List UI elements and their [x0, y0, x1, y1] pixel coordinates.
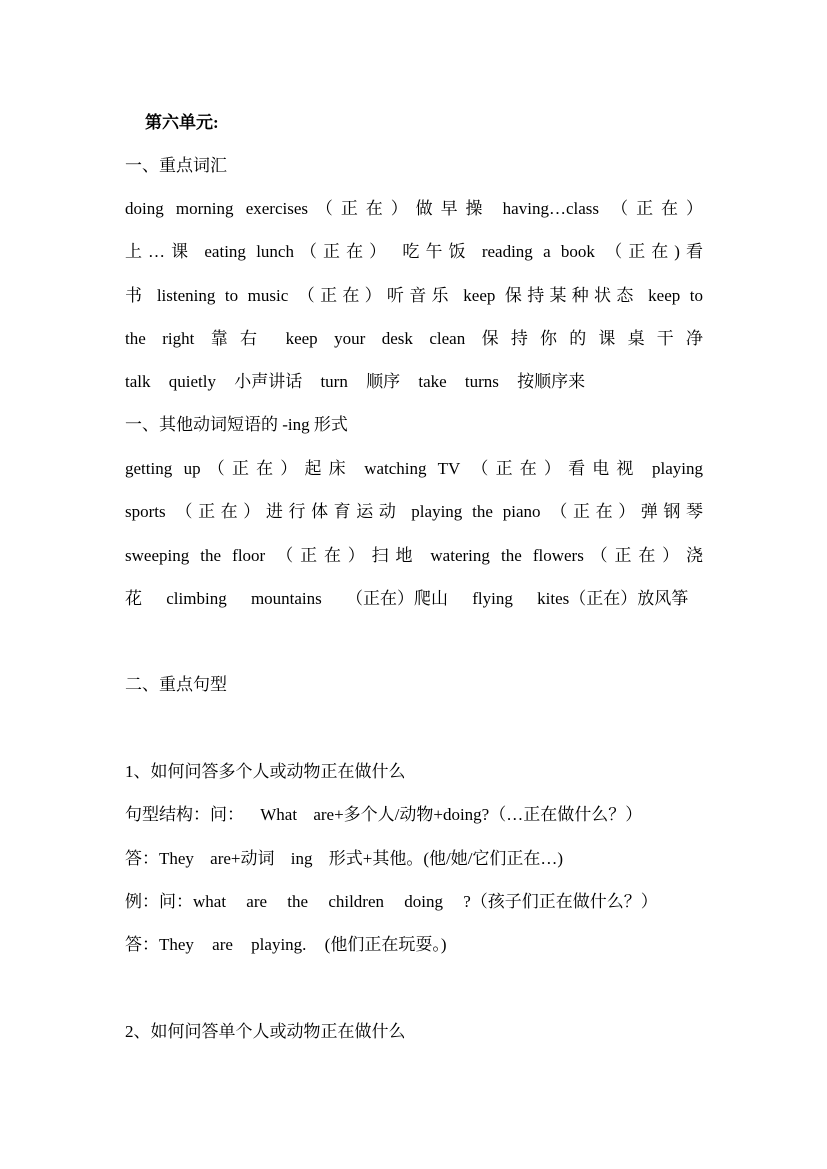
vocab-line: talk quietly 小声讲话 turn 顺序 take turns 按顺序来 [125, 372, 586, 391]
vocab-line: doing morning exercises（正在）做早操 having…class （正在） [125, 199, 703, 218]
phrase-line: sweeping the floor （正在）扫地 watering the flowers（正在）浇 [125, 546, 703, 565]
vocab-line: the right 靠右 keep your desk clean 保持你的课桌干净 [125, 329, 703, 348]
phrase-line: 花 climbing mountains （正在）爬山 flying kites（正在）放风筝 [125, 589, 689, 608]
phrase-line: getting up（正在）起床 watching TV （正在）看电视 playing [125, 459, 703, 478]
sentence-structure: 句型结构：问： What are+多个人/动物+doing?（…正在做什么？） [125, 805, 643, 824]
vocab-line: 书 listening to music （正在）听音乐 keep 保持某种状态 keep to [125, 286, 703, 305]
vocab-line: 上…课 eating lunch（正在） 吃午饭 reading a book （正在)看 [125, 242, 703, 261]
sentence-example: 例：问：what are the children doing ?（孩子们正在做什么？） [125, 892, 658, 911]
other-phrases-heading: 一、其他动词短语的 -ing 形式 [125, 415, 348, 434]
sentences-heading: 二、重点句型 [125, 675, 227, 694]
sentence-example-answer: 答：They are playing. (他们正在玩耍。) [125, 935, 447, 954]
sentence-item-title: 2、如何问答单个人或动物正在做什么 [125, 1022, 406, 1041]
phrase-line: sports （正在）进行体育运动 playing the piano （正在）弹钢琴 [125, 502, 703, 521]
sentence-item-title: 1、如何问答多个人或动物正在做什么 [125, 762, 406, 781]
vocab-heading: 一、重点词汇 [125, 156, 227, 175]
sentence-structure-answer: 答：They are+动词 ing 形式+其他。(他/她/它们正在…) [125, 849, 564, 868]
unit-title: 第六单元: [145, 113, 219, 132]
